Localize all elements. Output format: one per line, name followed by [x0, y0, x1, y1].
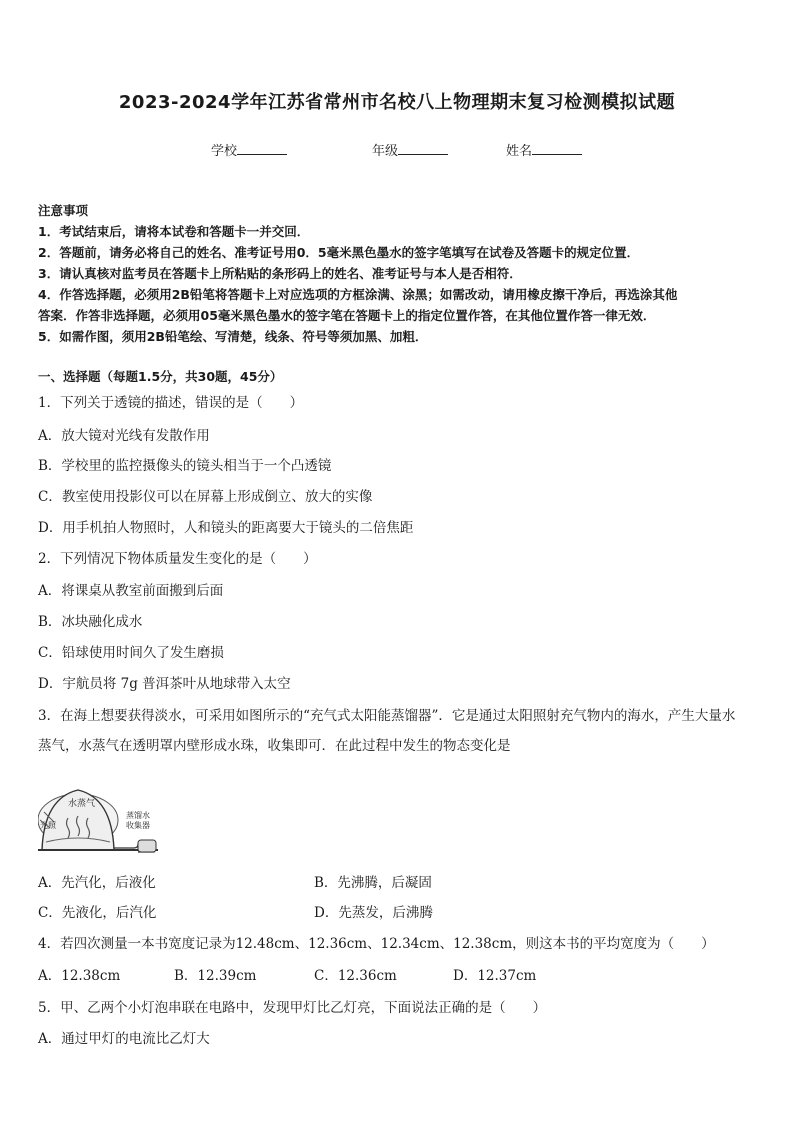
q2-option-c[interactable]: C．铅球使用时间久了发生磨损: [38, 645, 224, 661]
q2-option-b[interactable]: B．冰块融化成水: [38, 614, 143, 630]
school-label: 学校: [211, 144, 238, 159]
q2-option-a[interactable]: A．将课桌从教室前面搬到后面: [38, 583, 224, 599]
q4-option-d[interactable]: D．12.37cm: [453, 968, 537, 984]
q3-option-c[interactable]: C．先液化，后汽化: [38, 905, 157, 921]
notice-heading: 注意事项: [38, 203, 89, 218]
notice-item: 3．请认真核对监考员在答题卡上所粘贴的条形码上的姓名、准考证号与本人是否相符．: [38, 266, 522, 281]
q1-option-c[interactable]: C．教室使用投影仪可以在屏幕上形成倒立、放大的实像: [38, 489, 373, 505]
school-blank[interactable]: [237, 141, 287, 155]
notice-item: 答案．作答非选择题，必须用05毫米黑色墨水的签字笔在答题卡上的指定位置作答，在其他位置作答一律无效．: [38, 308, 656, 323]
question-1-stem: 1．下列关于透镜的描述，错误的是（ ）: [38, 395, 304, 411]
collector-label: 收集器: [126, 821, 150, 830]
q3-option-d[interactable]: D．先蒸发，后沸腾: [314, 905, 433, 921]
q1-option-d[interactable]: D．用手机拍人物照时，人和镜头的距离要大于镜头的二倍焦距: [38, 520, 414, 536]
name-label: 姓名: [506, 144, 533, 159]
distilled-water-label: 蒸馏水: [126, 811, 150, 820]
q1-option-b[interactable]: B．学校里的监控摄像头的镜头相当于一个凸透镜: [38, 458, 332, 474]
grade-label: 年级: [372, 144, 399, 159]
question-5-stem: 5．甲、乙两个小灯泡串联在电路中，发现甲灯比乙灯亮，下面说法正确的是（ ）: [38, 1000, 547, 1016]
student-info-row: [0, 140, 794, 160]
question-3-stem-line1: 3．在海上想要获得淡水，可采用如图所示的“充气式太阳能蒸馏器”．它是通过太阳照射充气物内的海水，产生大量水: [38, 708, 736, 724]
question-4-stem: 4．若四次测量一本书宽度记录为12.48cm、12.36cm、12.34cm、12.38cm，则这本书的平均宽度为（ ）: [38, 936, 715, 952]
water-collector: [138, 840, 156, 852]
grade-blank[interactable]: [398, 141, 448, 155]
solar-still-figure: [38, 776, 168, 860]
question-3-stem-line2: 蒸气，水蒸气在透明罩内壁形成水珠，收集即可．在此过程中发生的物态变化是: [38, 738, 511, 754]
notice-item: 4．作答选择题，必须用2B铅笔将答题卡上对应选项的方框涂满、涂黑；如需改动，请用橡皮擦干净后，再选涂其他: [38, 287, 678, 302]
grade-field[interactable]: [372, 140, 448, 159]
light-label: 光照: [40, 821, 56, 830]
section-heading: 一、选择题（每题1.5分，共30题，45分）: [38, 369, 283, 384]
name-blank[interactable]: [532, 141, 582, 155]
question-2-stem: 2．下列情况下物体质量发生变化的是（ ）: [38, 551, 317, 567]
q2-option-d[interactable]: D．宇航员将 7g 普洱茶叶从地球带入太空: [38, 676, 291, 692]
q1-option-a[interactable]: A．放大镜对光线有发散作用: [38, 428, 210, 444]
school-field[interactable]: [211, 140, 287, 159]
q4-option-c[interactable]: C．12.36cm: [314, 968, 397, 984]
vapor-label: 水蒸气: [68, 799, 96, 809]
notice-item: 1．考试结束后，请将本试卷和答题卡一并交回．: [38, 224, 310, 239]
notice-item: 5．如需作图，须用2B铅笔绘、写清楚，线条、符号等须加黑、加粗．: [38, 329, 428, 344]
q3-option-a[interactable]: A．先汽化，后液化: [38, 875, 156, 891]
q4-option-b[interactable]: B．12.39cm: [174, 968, 257, 984]
q5-option-a[interactable]: A．通过甲灯的电流比乙灯大: [38, 1031, 210, 1047]
q4-option-a[interactable]: A．12.38cm: [38, 968, 121, 984]
page-title: 2023-2024学年江苏省常州市名校八上物理期末复习检测模拟试题: [118, 92, 676, 113]
q3-option-b[interactable]: B．先沸腾，后凝固: [314, 875, 432, 891]
notice-item: 2．答题前，请务必将自己的姓名、准考证号用0．5毫米黑色墨水的签字笔填写在试卷及答题卡的规定位置．: [38, 245, 640, 260]
name-field[interactable]: [506, 140, 582, 159]
